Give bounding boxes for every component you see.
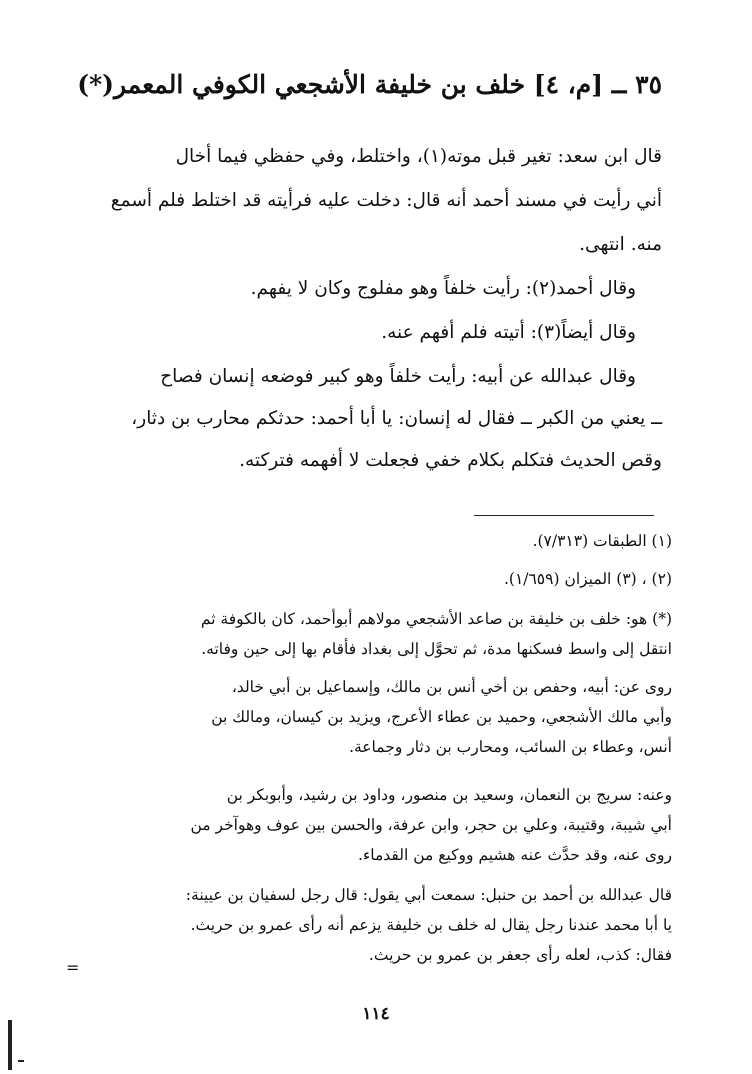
- footnote-line: (١) الطبقات (٧/٣١٣).: [532, 532, 672, 550]
- body-line: ــ يعني من الكبر ــ فقال له إنسان: يا أبا أحمد: حدثكم محارب بن دثار،: [131, 408, 662, 429]
- scan-edge-mark: [8, 1020, 12, 1070]
- footnote-line: انتقل إلى واسط فسكنها مدة، ثم تحوَّل إلى بغداد فأقام بها إلى حين وفاته.: [201, 640, 672, 658]
- body-line: وقص الحديث فتكلم بكلام خفي فجعلت لا أفهمه فتركته.: [239, 450, 662, 471]
- scan-edge-mark: [18, 1060, 24, 1062]
- footnote-line: روى عنه، وقد حدَّث عنه هشيم ووكيع من القدماء.: [358, 846, 672, 864]
- footnote-line: وعنه: سريج بن النعمان، وسعيد بن منصور، وداود بن رشيد، وأبوبكر بن: [226, 786, 672, 804]
- footnote-line: روى عن: أبيه، وحفص بن أخي أنس بن مالك، وإسماعيل بن أبي خالد،: [231, 678, 672, 696]
- body-line: وقال أيضاً(٣): أتيته فلم أفهم عنه.: [381, 322, 636, 343]
- body-line: وقال أحمد(٢): رأيت خلفاً وهو مفلوج وكان لا يفهم.: [250, 278, 636, 299]
- footnote-line: أبي شيبة، وقتيبة، وعلي بن حجر، وابن عرفة، والحسن بين عوف وهوآخر من: [190, 816, 672, 834]
- footnote-line: فقال: كذب، لعله رأى جعفر بن عمرو بن حريث.: [368, 946, 672, 964]
- body-line: منه. انتهى.: [579, 234, 662, 255]
- footnote-line: أنس، وعطاء بن السائب، ومحارب بن دثار وجماعة.: [349, 738, 672, 756]
- body-line: أني رأيت في مسند أحمد أنه قال: دخلت عليه فرأيته قد اختلط فلم أسمع: [110, 190, 662, 211]
- body-line: قال ابن سعد: تغير قبل موته(١)، واختلط، وفي حفظي فيما أخال: [175, 146, 662, 167]
- margin-mark: =: [66, 958, 80, 977]
- footnote-line: (*) هو: خلف بن خليفة بن صاعد الأشجعي مولاهم أبوأحمد، كان بالكوفة ثم: [200, 610, 672, 628]
- page-number: ١١٤: [362, 1004, 390, 1024]
- footnote-line: قال عبدالله بن أحمد بن حنبل: سمعت أبي يقول: قال رجل لسفيان بن عيينة:: [185, 886, 672, 904]
- page-title: ٣٥ ــ [م، ٤] خلف بن خليفة الأشجعي الكوفي المعمر(*): [77, 70, 662, 99]
- body-line: وقال عبدالله عن أبيه: رأيت خلفاً وهو كبير فوضعه إنسان فصاح: [160, 366, 636, 387]
- footnote-line: يا أبا محمد عندنا رجل يقال له خلف بن خليفة يزعم أنه رأى عمرو بن حريث.: [190, 916, 672, 934]
- footnote-line: (٢) ، (٣) الميزان (١/٦٥٩).: [503, 570, 672, 588]
- footnote-divider: [474, 515, 654, 516]
- footnote-line: وأبي مالك الأشجعي، وحميد بن عطاء الأعرج، ويزيد بن كيسان، ومالك بن: [211, 708, 672, 726]
